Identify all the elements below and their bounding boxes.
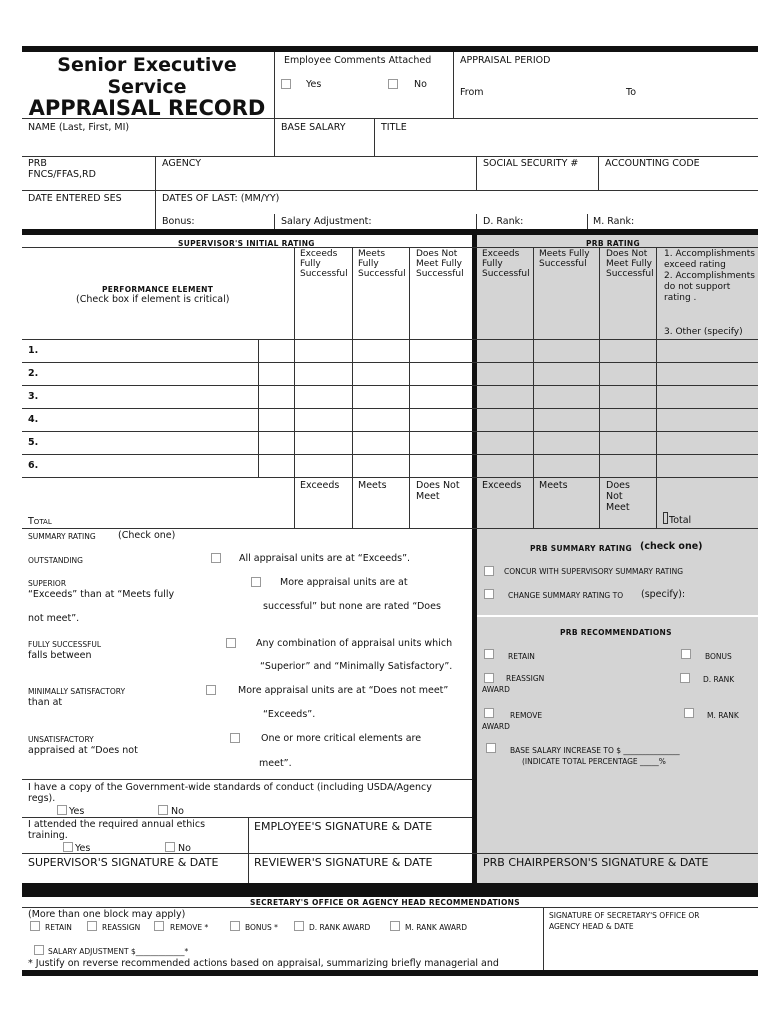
prb-remove-checkbox[interactable] (484, 708, 494, 718)
conduct-no-checkbox[interactable] (158, 805, 168, 815)
sec-retain-checkbox[interactable] (30, 921, 40, 931)
total-label: Total (28, 516, 52, 527)
bonus-date-label: Bonus: (162, 216, 195, 227)
top-rule (22, 46, 758, 52)
prb-label: PRB (28, 158, 47, 169)
emp-comments-label: Employee Comments Attached (284, 55, 432, 66)
unsatisfactory-checkbox[interactable] (230, 733, 240, 743)
prb-col-meets-header: Meets Fully Successful (539, 249, 590, 269)
sec-justify-note: * Justify on reverse recommended actions based on appraisal, summarizing briefly managerial and (28, 958, 499, 969)
prb-summary-check-one: (check one) (640, 541, 703, 552)
accounting-code-label: ACCOUNTING CODE (605, 158, 700, 169)
date-entered-ses-label: DATE ENTERED SES (28, 193, 122, 204)
prb-m-rank-label: M. RANK (707, 711, 739, 720)
period-to-label: To (626, 87, 637, 98)
concur-label: CONCUR WITH SUPERVISORY SUMMARY RATING (504, 567, 684, 576)
reviewer-signature-field[interactable]: REVIEWER'S SIGNATURE & DATE (254, 856, 433, 869)
element-row-3[interactable]: 3. (28, 391, 39, 402)
prb-summary-title: PRB SUMMARY RATING (530, 544, 632, 553)
outstanding-desc: All appraisal units are at “Exceeds”. (239, 553, 411, 564)
prb-sub-label: FNCS/FFAS,RD (28, 169, 96, 180)
minimal-desc2: than at (28, 697, 63, 708)
conduct-statement-1: I have a copy of the Government-wide standards of conduct (including USDA/Agency (28, 782, 432, 793)
minimally-satisfactory-checkbox[interactable] (206, 685, 216, 695)
prb-remove-label: REMOVE (510, 711, 543, 720)
form-title-line2: Service (107, 76, 187, 98)
prb-chairperson-signature-field[interactable]: PRB CHAIRPERSON'S SIGNATURE & DATE (483, 856, 709, 869)
sec-retain-label: RETAIN (45, 923, 72, 932)
sec-m-rank-checkbox[interactable] (390, 921, 400, 931)
form-title-line1: Senior Executive (57, 54, 237, 76)
element-row-2[interactable]: 2. (28, 368, 39, 379)
appraisal-period-label: APPRAISAL PERIOD (460, 55, 551, 66)
prb-bonus-label: BONUS (705, 652, 732, 661)
superior-checkbox[interactable] (251, 577, 261, 587)
employee-signature-field[interactable]: EMPLOYEE'S SIGNATURE & DATE (254, 820, 433, 833)
ethics-no-label: No (178, 843, 191, 854)
outstanding-checkbox[interactable] (211, 553, 221, 563)
element-row-1[interactable]: 1. (28, 345, 39, 356)
bottom-rule (22, 970, 758, 976)
fully-successful-label: FULLY SUCCESSFUL (28, 640, 102, 649)
prb-total-doesnot-label: Does Not Meet (606, 480, 630, 513)
base-salary-label: BASE SALARY (281, 122, 346, 133)
prb-award-label-1: AWARD (482, 685, 510, 694)
prb-m-rank-checkbox[interactable] (684, 708, 694, 718)
prb-total-exceeds-label: Exceeds (482, 480, 522, 491)
supervisor-rating-header: SUPERVISOR'S INITIAL RATING (178, 239, 315, 248)
prb-salary-increase-checkbox[interactable] (486, 743, 496, 753)
ssn-label: SOCIAL SECURITY # (483, 158, 579, 169)
change-summary-specify: (specify): (641, 589, 686, 600)
salary-adjustment-label: Salary Adjustment: (281, 216, 372, 227)
prb-note-2: 2. Accomplishments do not support rating . (664, 271, 755, 303)
prb-salary-increase-label: BASE SALARY INCREASE TO $ _______________ (510, 746, 680, 755)
sec-m-rank-label: M. RANK AWARD (405, 923, 468, 932)
ethics-no-checkbox[interactable] (165, 842, 175, 852)
prb-total-box[interactable] (663, 512, 668, 524)
dates-of-last-label: DATES OF LAST: (MM/YY) (162, 193, 280, 204)
sec-bonus-label: BONUS * (245, 923, 278, 932)
col-meets-header: Meets Fully Successful (358, 249, 406, 279)
fully-desc2: falls between (28, 650, 92, 661)
emp-comments-yes-label: Yes (306, 79, 322, 90)
change-summary-label: CHANGE SUMMARY RATING TO (508, 591, 624, 600)
unsat-desc2: appraised at “Does not (28, 745, 138, 756)
total-doesnot-label: Does Not Meet (416, 480, 460, 502)
d-rank-date-label: D. Rank: (483, 216, 524, 227)
ethics-statement-2: training. (28, 830, 68, 841)
sec-bonus-checkbox[interactable] (230, 921, 240, 931)
summary-check-one: (Check one) (118, 530, 176, 541)
fully-desc3: “Superior” and “Minimally Satisfactory”. (260, 661, 453, 672)
unsat-desc3: meet”. (259, 758, 292, 769)
ethics-yes-label: Yes (75, 843, 91, 854)
change-summary-checkbox[interactable] (484, 589, 494, 599)
secretary-signature-line1[interactable]: SIGNATURE OF SECRETARY'S OFFICE OR (549, 911, 700, 920)
sec-salary-adjustment-checkbox[interactable] (34, 945, 44, 955)
total-meets-label: Meets (358, 480, 387, 491)
prb-col-exceeds-header: Exceeds Fully Successful (482, 249, 530, 279)
conduct-statement-2: regs). (28, 793, 56, 804)
sec-remove-label: REMOVE * (170, 923, 209, 932)
conduct-yes-label: Yes (69, 806, 85, 817)
supervisor-signature-field[interactable]: SUPERVISOR'S SIGNATURE & DATE (28, 856, 219, 869)
fully-desc1: Any combination of appraisal units which (256, 638, 453, 649)
superior-desc4: not meet”. (28, 613, 80, 624)
prb-award-label-2: AWARD (482, 722, 510, 731)
performance-element-header: PERFORMANCE ELEMENT (102, 285, 214, 294)
concur-checkbox[interactable] (484, 566, 494, 576)
unsatisfactory-label: UNSATISFACTORY (28, 735, 94, 744)
prb-col-doesnot-header: Does Not Meet Fully Successful (606, 249, 654, 279)
conduct-yes-checkbox[interactable] (57, 805, 67, 815)
emp-comments-yes-checkbox[interactable] (281, 79, 291, 89)
period-from-label: From (460, 87, 484, 98)
superior-desc3: successful” but none are rated “Does (263, 601, 441, 612)
prb-recommendations-title: PRB RECOMMENDATIONS (560, 628, 672, 637)
sec-salary-adjustment-label: SALARY ADJUSTMENT $_____________* (48, 947, 189, 956)
prb-note-3: 3. Other (specify) (664, 327, 743, 337)
prb-total-label: Total (669, 515, 692, 526)
element-row-5[interactable]: 5. (28, 437, 39, 448)
superior-desc1: More appraisal units are at (280, 577, 408, 588)
title-field-label: TITLE (381, 122, 407, 133)
prb-total-meets-label: Meets (539, 480, 568, 491)
unsat-desc1: One or more critical elements are (261, 733, 422, 744)
name-field-label: NAME (Last, First, MI) (28, 122, 130, 133)
sec-d-rank-checkbox[interactable] (294, 921, 304, 931)
emp-comments-no-checkbox[interactable] (388, 79, 398, 89)
prb-indicate-percentage: (INDICATE TOTAL PERCENTAGE _____% (522, 757, 666, 766)
prb-d-rank-checkbox[interactable] (680, 673, 690, 683)
prb-d-rank-label: D. RANK (703, 675, 735, 684)
prb-bonus-checkbox[interactable] (681, 649, 691, 659)
conduct-no-label: No (171, 806, 184, 817)
minimally-satisfactory-label: MINIMALLY SATISFACTORY (28, 687, 126, 696)
secretary-header: SECRETARY'S OFFICE OR AGENCY HEAD RECOMMENDATIONS (250, 898, 520, 907)
agency-label: AGENCY (162, 158, 202, 169)
minimal-desc3: “Exceeds”. (263, 709, 316, 720)
minimal-desc1: More appraisal units are at “Does not meet” (238, 685, 449, 696)
outstanding-label: OUTSTANDING (28, 556, 83, 565)
m-rank-date-label: M. Rank: (593, 216, 635, 227)
fully-successful-checkbox[interactable] (226, 638, 236, 648)
form-title-line3: APPRAISAL RECORD (28, 96, 266, 120)
total-exceeds-label: Exceeds (300, 480, 340, 491)
prb-reassign-label: REASSIGN (506, 674, 545, 683)
col-doesnot-header: Does Not Meet Fully Successful (416, 249, 464, 279)
prb-retain-label: RETAIN (508, 652, 535, 661)
superior-label: SUPERIOR (28, 579, 67, 588)
prb-retain-checkbox[interactable] (484, 649, 494, 659)
ethics-yes-checkbox[interactable] (63, 842, 73, 852)
ethics-statement-1: I attended the required annual ethics (28, 819, 206, 830)
emp-comments-no-label: No (414, 79, 427, 90)
prb-note-1: 1. Accomplishments exceed rating (664, 249, 755, 270)
sec-reassign-checkbox[interactable] (87, 921, 97, 931)
sec-d-rank-label: D. RANK AWARD (309, 923, 371, 932)
prb-reassign-checkbox[interactable] (484, 673, 494, 683)
sec-reassign-label: REASSIGN (102, 923, 141, 932)
element-row-4[interactable]: 4. (28, 414, 39, 425)
prb-rating-header: PRB RATING (586, 239, 640, 248)
element-row-6[interactable]: 6. (28, 460, 39, 471)
secretary-signature-line2[interactable]: AGENCY HEAD & DATE (549, 922, 634, 931)
summary-rating-label: SUMMARY RATING (28, 532, 96, 541)
secretary-more-blocks: (More than one block may apply) (28, 909, 186, 920)
performance-element-note: (Check box if element is critical) (76, 294, 230, 305)
col-exceeds-header: Exceeds Fully Successful (300, 249, 348, 279)
sec-remove-checkbox[interactable] (154, 921, 164, 931)
superior-desc2: “Exceeds” than at “Meets fully (28, 589, 175, 600)
